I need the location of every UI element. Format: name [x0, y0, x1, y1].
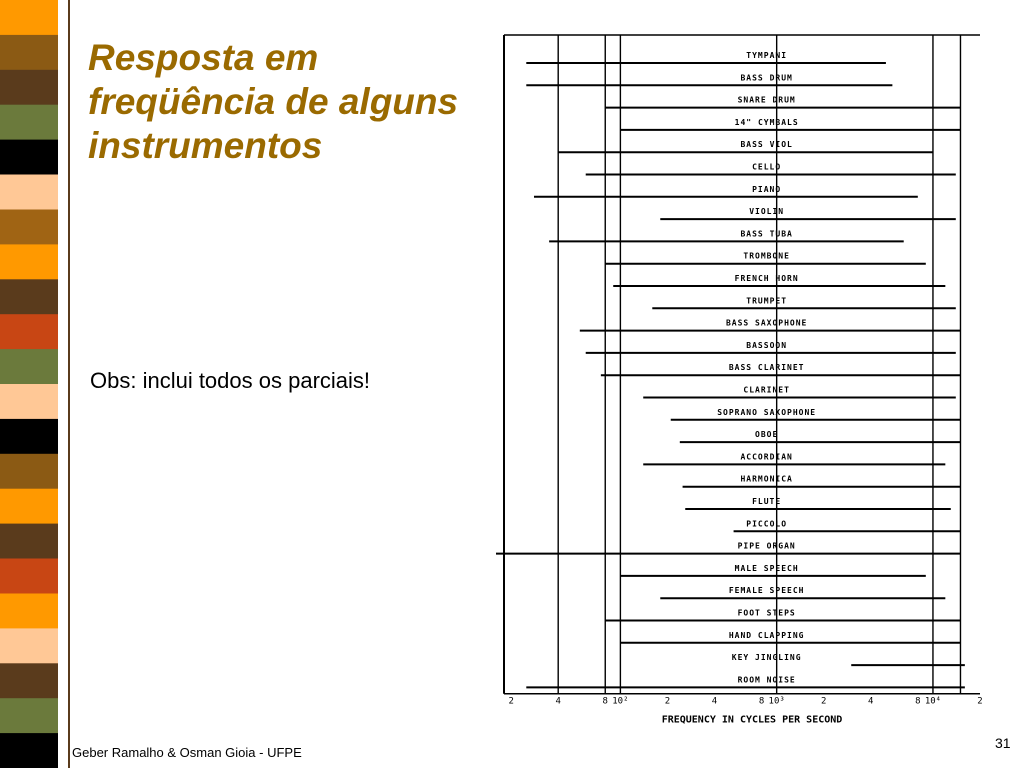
- series-label: BASS DRUM: [740, 73, 793, 83]
- x-tick-label: 8: [915, 696, 921, 707]
- series-label: PIANO: [752, 184, 782, 194]
- series-label: FOOT STEPS: [737, 608, 796, 618]
- series-label: PICCOLO: [746, 519, 788, 529]
- stripe-block: [0, 70, 58, 106]
- series-label: BASS CLARINET: [728, 363, 805, 373]
- stripe-block: [0, 628, 58, 664]
- stripe-block: [0, 210, 58, 246]
- stripe-block: [0, 244, 58, 280]
- frequency-range-chart: [480, 20, 1000, 770]
- stripe-block: [0, 140, 58, 176]
- page-number: 31: [995, 735, 1011, 751]
- decorative-stripe: [0, 0, 58, 768]
- stripe-block: [0, 0, 58, 36]
- stripe-block: [0, 349, 58, 385]
- x-tick-label: 4: [868, 696, 874, 707]
- stripe-block: [0, 279, 58, 315]
- stripe-block: [0, 105, 58, 141]
- slide-title: Resposta em freqüência de alguns instrumentos: [88, 37, 459, 166]
- series-label: BASS VIOL: [740, 140, 793, 150]
- x-tick-label: 4: [711, 696, 718, 707]
- series-label: VIOLIN: [749, 207, 785, 217]
- stripe-block: [0, 314, 58, 350]
- stripe-block: [0, 663, 58, 699]
- stripe-block: [0, 698, 58, 734]
- x-tick-label: 2: [977, 696, 983, 707]
- stripe-block: [0, 175, 58, 211]
- x-axis-label: FREQUENCY IN CYCLES PER SECOND: [661, 714, 843, 726]
- series-label: FEMALE SPEECH: [728, 586, 805, 596]
- series-label: OBOE: [755, 430, 779, 440]
- stripe-divider-line: [68, 0, 70, 768]
- series-label: 14" CYMBALS: [734, 117, 799, 127]
- stripe-block: [0, 594, 58, 630]
- x-tick-label: 4: [555, 696, 561, 707]
- series-label: HARMONICA: [740, 474, 793, 484]
- series-label: HAND CLAPPING: [728, 630, 805, 640]
- x-tick-label: 2: [821, 696, 827, 707]
- series-label: SNARE DRUM: [737, 95, 796, 105]
- x-tick-label: 2: [508, 696, 514, 707]
- slide-note: Obs: inclui todos os parciais!: [90, 368, 371, 393]
- series-label: FLUTE: [752, 497, 782, 506]
- stripe-block: [0, 524, 58, 560]
- stripe-block: [0, 384, 58, 420]
- slide-footer: Geber Ramalho & Osman Gioia - UFPE: [72, 745, 302, 760]
- series-label: BASS SAXOPHONE: [725, 318, 808, 328]
- x-tick-label: 10³: [768, 696, 785, 707]
- stripe-block: [0, 35, 58, 71]
- x-tick-label: 8: [758, 696, 765, 707]
- series-label: BASS TUBA: [740, 229, 793, 239]
- series-label: TRUMPET: [746, 296, 788, 306]
- series-label: TROMBONE: [743, 251, 790, 261]
- stripe-block: [0, 419, 58, 455]
- series-label: PIPE ORGAN: [737, 541, 796, 551]
- series-label: SOPRANO SAXOPHONE: [717, 407, 817, 417]
- stripe-block: [0, 454, 58, 490]
- series-label: KEY JINGLING: [731, 653, 802, 663]
- stripe-block: [0, 733, 58, 768]
- x-tick-label: 10²: [612, 696, 629, 707]
- series-label: ROOM NOISE: [737, 675, 796, 685]
- stripe-block: [0, 559, 58, 595]
- series-label: FRENCH HORN: [734, 274, 799, 283]
- x-tick-label: 8: [602, 696, 608, 707]
- series-label: CELLO: [752, 162, 782, 172]
- stripe-block: [0, 489, 58, 525]
- x-tick-label: 10⁴: [924, 696, 942, 707]
- series-label: BASSOON: [746, 340, 788, 350]
- series-label: ACCORDIAN: [740, 452, 793, 462]
- x-tick-label: 2: [664, 696, 671, 707]
- series-label: TYMPANI: [746, 51, 788, 60]
- series-label: MALE SPEECH: [734, 563, 799, 573]
- series-label: CLARINET: [743, 385, 790, 395]
